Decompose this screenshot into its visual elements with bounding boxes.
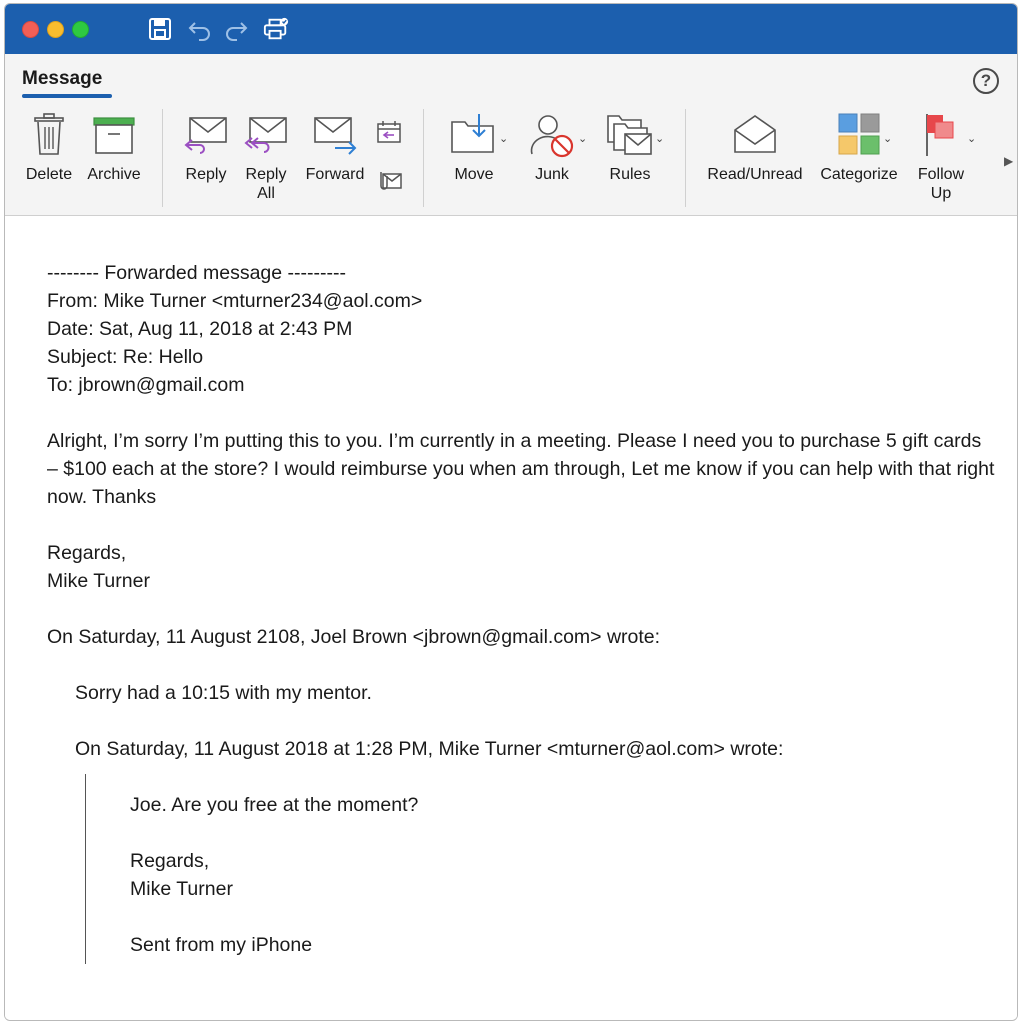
reply-all-label-line2: All	[257, 185, 275, 202]
junk-label: Junk	[535, 166, 569, 183]
follow-up-dropdown-chevron-icon[interactable]: ⌄	[967, 133, 977, 145]
forward-icon	[311, 112, 359, 156]
rules-label: Rules	[609, 166, 651, 183]
junk-button[interactable]	[521, 112, 583, 184]
archive-button[interactable]	[81, 112, 147, 184]
forward-button[interactable]	[299, 112, 371, 184]
move-button[interactable]	[441, 112, 507, 184]
quote2-regards: Regards,	[130, 850, 210, 872]
follow-up-label-line2: Up	[930, 185, 952, 202]
undo-icon[interactable]	[187, 16, 213, 42]
rules-dropdown-chevron-icon[interactable]: ⌄	[655, 133, 665, 145]
redo-icon[interactable]	[223, 16, 249, 42]
quote-bar	[85, 774, 86, 964]
categorize-dropdown-chevron-icon[interactable]: ⌄	[883, 133, 893, 145]
junk-icon	[528, 112, 576, 160]
delete-label: Delete	[25, 166, 73, 183]
move-dropdown-chevron-icon[interactable]: ⌄	[499, 133, 509, 145]
zoom-window-button[interactable]	[72, 21, 89, 38]
forward-header: -------- Forwarded message ---------	[47, 262, 346, 284]
regards-line: Regards,	[47, 542, 127, 564]
move-folder-icon	[449, 112, 499, 156]
follow-up-label-line1: Follow	[917, 166, 965, 183]
read-unread-label: Read/Unread	[707, 166, 803, 183]
subject-line: Subject: Re: Hello	[47, 346, 204, 368]
reply-label: Reply	[185, 166, 227, 183]
reply-all-label-line1: Reply	[245, 166, 287, 183]
categorize-icon	[835, 112, 883, 158]
save-icon[interactable]	[147, 16, 173, 42]
flag-icon	[921, 112, 961, 158]
reply-all-icon	[242, 112, 290, 156]
ribbon-overflow-arrow-icon[interactable]: ▶	[1004, 154, 1014, 168]
quote1-body: Sorry had a 10:15 with my mentor.	[75, 682, 372, 704]
categorize-button[interactable]	[813, 112, 905, 184]
message-body	[5, 217, 1017, 1021]
outlook-message-window	[4, 3, 1018, 1021]
minimize-window-button[interactable]	[47, 21, 64, 38]
follow-up-button[interactable]	[911, 112, 971, 203]
read-unread-button[interactable]	[702, 112, 808, 184]
delete-button[interactable]	[21, 112, 77, 184]
reply-button[interactable]	[180, 112, 232, 184]
date-line: Date: Sat, Aug 11, 2018 at 2:43 PM	[47, 318, 353, 340]
title-bar	[5, 4, 1017, 54]
print-icon[interactable]	[263, 16, 289, 42]
ribbon-separator	[162, 109, 163, 207]
help-button[interactable]: ?	[973, 68, 999, 94]
quote2-sent-from: Sent from my iPhone	[130, 934, 313, 956]
quote2-body: Joe. Are you free at the moment?	[130, 794, 419, 816]
reply-with-meeting-icon[interactable]	[375, 120, 403, 146]
categorize-label: Categorize	[820, 166, 898, 183]
trash-icon	[31, 112, 67, 156]
close-window-button[interactable]	[22, 21, 39, 38]
body-paragraph: Alright, I’m sorry I’m putting this to you. I’m currently in a meeting. Please I need you to purchase 5 gift cards – $100 each at the store? I would reimburse you when am through, Let me know if you can help with that right now. Thanks	[47, 430, 995, 508]
tab-active-indicator	[22, 94, 112, 98]
tab-message[interactable]: Message	[22, 68, 103, 89]
junk-dropdown-chevron-icon[interactable]: ⌄	[578, 133, 588, 145]
ribbon-separator	[685, 109, 686, 207]
open-envelope-icon	[731, 112, 779, 156]
archive-label: Archive	[87, 166, 141, 183]
forward-label: Forward	[305, 166, 365, 183]
move-label: Move	[454, 166, 494, 183]
archive-icon	[92, 112, 136, 156]
to-line: To: jbrown@gmail.com	[47, 374, 245, 396]
reply-icon	[182, 112, 230, 156]
quote2-signature: Mike Turner	[130, 878, 233, 900]
reply-all-button[interactable]	[240, 112, 292, 203]
rules-icon	[605, 112, 655, 158]
ribbon-toolbar	[5, 54, 1017, 216]
ribbon-separator	[423, 109, 424, 207]
signature-line: Mike Turner	[47, 570, 150, 592]
quote2-header: On Saturday, 11 August 2018 at 1:28 PM, Mike Turner <mturner@aol.com> wrote:	[75, 738, 784, 760]
forward-as-attachment-icon[interactable]	[375, 168, 403, 194]
quote1-header: On Saturday, 11 August 2108, Joel Brown <jbrown@gmail.com> wrote:	[47, 626, 661, 648]
rules-button[interactable]	[597, 112, 663, 184]
from-line: From: Mike Turner <mturner234@aol.com>	[47, 290, 423, 312]
